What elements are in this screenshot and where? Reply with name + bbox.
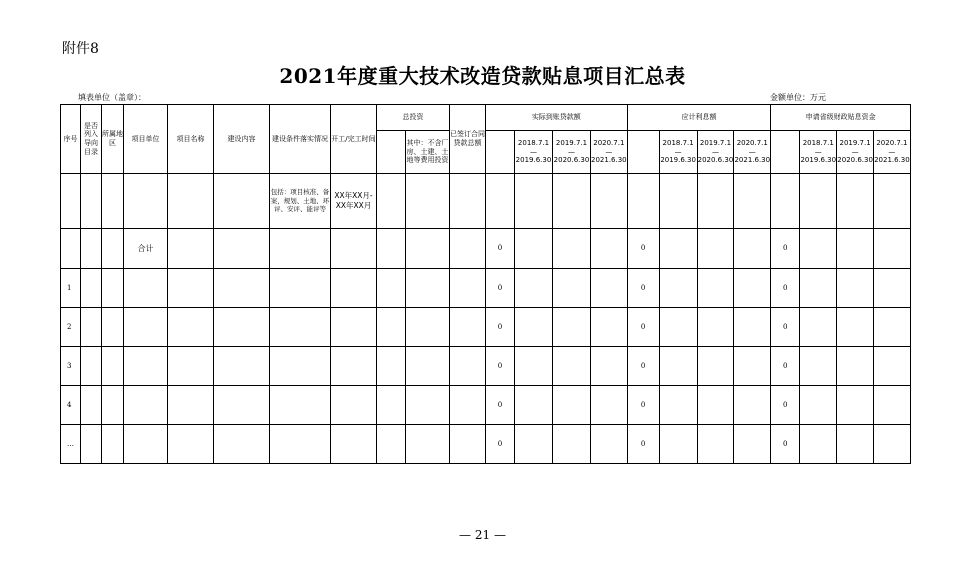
row-seq: 2 — [61, 308, 81, 347]
row-seq: 3 — [61, 347, 81, 386]
row-interest: 0 — [627, 269, 659, 308]
row-actual: 0 — [486, 308, 515, 347]
row-interest: 0 — [627, 386, 659, 425]
period-actual-1: 2018.7.1 — 2019.6.30 — [515, 131, 553, 174]
row-subsidy: 0 — [771, 386, 800, 425]
period-subsidy-2: 2019.7.1 — 2020.6.30 — [837, 131, 874, 174]
header-seq: 序号 — [61, 105, 81, 174]
row-actual: 0 — [486, 386, 515, 425]
period-actual-2: 2019.7.1 — 2020.6.30 — [553, 131, 591, 174]
page-title: 2021年度重大技术改造贷款贴息项目汇总表 — [279, 64, 686, 88]
row-actual: 0 — [486, 269, 515, 308]
row-seq: … — [61, 425, 81, 464]
header-subsidy: 申请省级财政贴息资金 — [771, 105, 911, 131]
period-interest-3: 2020.7.1 — 2021.6.30 — [734, 131, 771, 174]
row-interest: 0 — [627, 308, 659, 347]
period-subsidy-1: 2018.7.1 — 2019.6.30 — [800, 131, 837, 174]
table-row — [61, 308, 911, 347]
attachment-label: 附件8 — [62, 41, 99, 57]
header-in-list: 是否列入导向目录 — [81, 105, 102, 174]
period-interest-1: 2018.7.1 — 2019.6.30 — [659, 131, 697, 174]
header-subsidy-blank — [771, 131, 800, 174]
row-interest: 0 — [627, 425, 659, 464]
row-seq: 4 — [61, 386, 81, 425]
summary-table — [60, 104, 911, 464]
header-name: 项目名称 — [168, 105, 214, 174]
header-of-which: 其中：不含厂房、土建、土地等费用投资 — [406, 131, 450, 174]
table-row — [61, 386, 911, 425]
row-subsidy: 0 — [771, 425, 800, 464]
fill-unit-label: 填表单位（盖章）： — [78, 93, 146, 102]
total-label: 合计 — [124, 229, 168, 269]
header-conditions: 建设条件落实情况 — [270, 105, 331, 174]
table-row — [61, 269, 911, 308]
row-subsidy: 0 — [771, 269, 800, 308]
header-actual-blank — [486, 131, 515, 174]
header-total-investment: 总投资 — [377, 105, 450, 131]
total-interest: 0 — [627, 229, 659, 269]
row-subsidy: 0 — [771, 308, 800, 347]
example-conditions: 包括：项目核准、备案，规划、土地、环评、安评、能评等 — [270, 174, 331, 229]
total-subsidy: 0 — [771, 229, 800, 269]
amount-unit-label: 金额单位：万元 — [770, 93, 826, 102]
page-number: — 21 — — [459, 528, 506, 542]
example-time: XX年XX月-XX年XX月 — [331, 174, 377, 229]
row-actual: 0 — [486, 425, 515, 464]
row-actual: 0 — [486, 347, 515, 386]
period-subsidy-3: 2020.7.1 — 2021.6.30 — [873, 131, 910, 174]
period-actual-3: 2020.7.1 — 2021.6.30 — [591, 131, 628, 174]
header-content: 建设内容 — [214, 105, 270, 174]
total-actual: 0 — [486, 229, 515, 269]
table-row — [61, 347, 911, 386]
row-seq: 1 — [61, 269, 81, 308]
header-interest-blank — [627, 131, 659, 174]
header-total-blank — [377, 131, 406, 174]
header-actual-loan: 实际到账贷款额 — [486, 105, 628, 131]
header-region: 所属地区 — [102, 105, 124, 174]
header-unit: 项目单位 — [124, 105, 168, 174]
total-row — [61, 229, 911, 269]
row-interest: 0 — [627, 347, 659, 386]
table-row — [61, 425, 911, 464]
header-time: 开工/完工时间 — [331, 105, 377, 174]
period-interest-2: 2019.7.1 — 2020.6.30 — [697, 131, 734, 174]
header-contract: 已签订合同贷款总额 — [450, 105, 486, 174]
example-row — [61, 174, 911, 229]
row-subsidy: 0 — [771, 347, 800, 386]
header-interest: 应计利息额 — [627, 105, 771, 131]
